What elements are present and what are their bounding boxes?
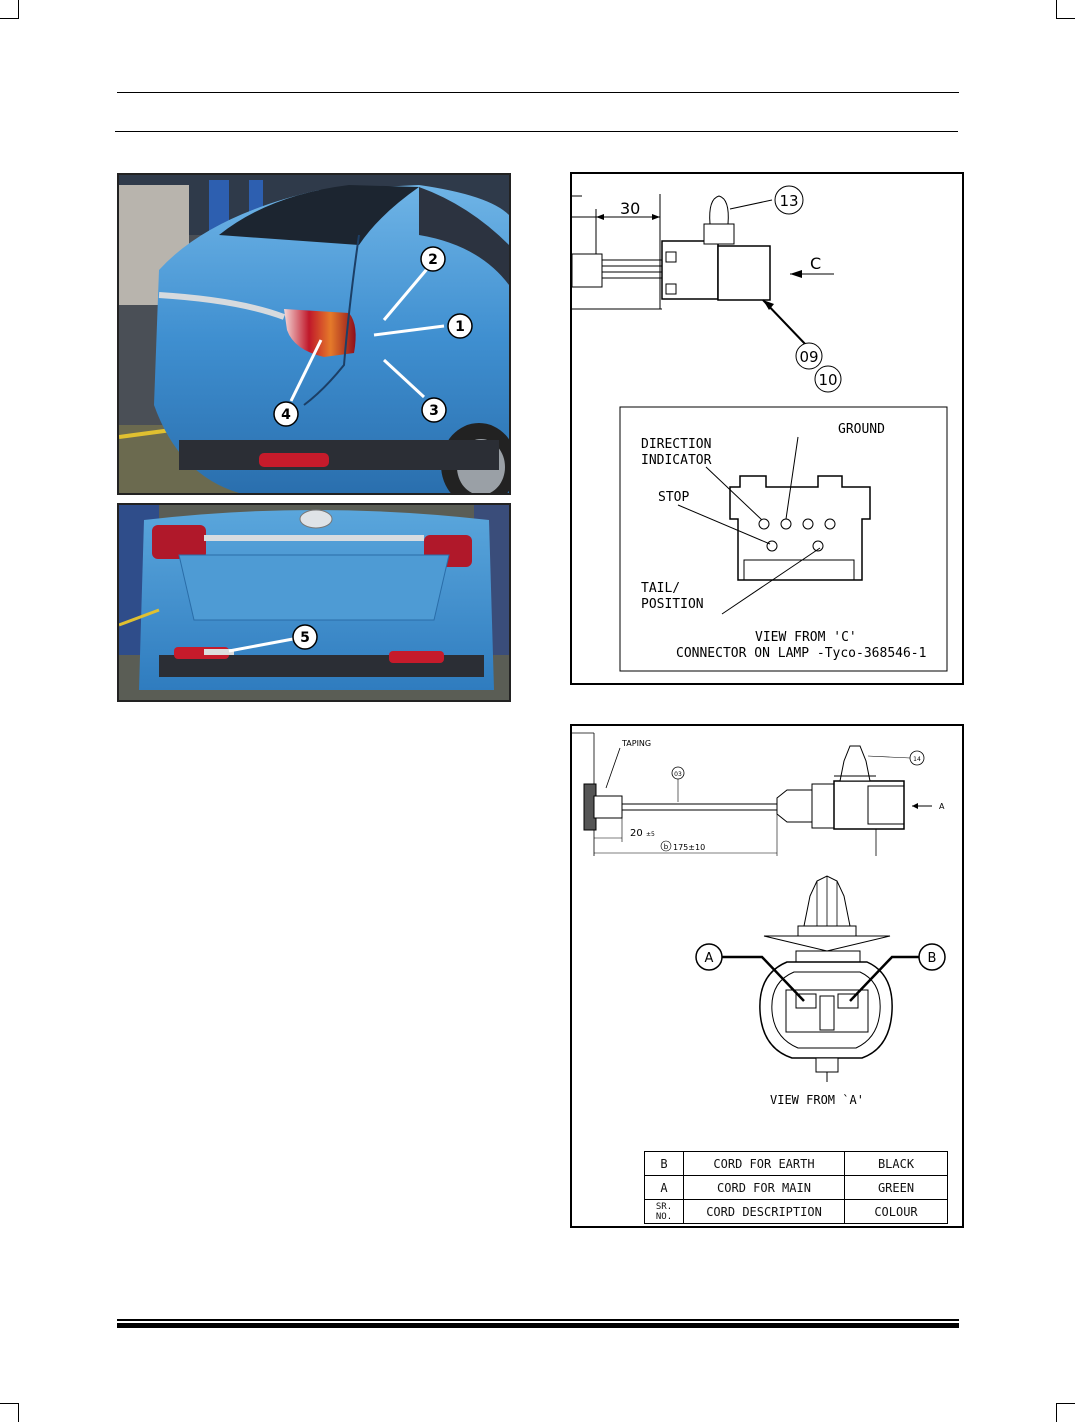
rear-view-photo <box>117 503 511 702</box>
header-rule-bottom <box>115 131 958 132</box>
cell-colour: BLACK <box>845 1152 948 1176</box>
pin-a-callout: A <box>704 951 714 966</box>
dimension-30: 30 <box>620 199 641 218</box>
rear-view-photo-illustration <box>119 505 509 700</box>
crop-mark-top-left <box>0 0 19 19</box>
cell-sr: B <box>645 1152 684 1176</box>
label-position: POSITION <box>641 597 704 612</box>
tail-lamp-photo <box>117 173 511 495</box>
label-ground: GROUND <box>838 422 885 437</box>
header-colour: COLOUR <box>845 1200 948 1224</box>
callout-10: 10 <box>818 371 838 389</box>
cell-desc: CORD FOR MAIN <box>684 1176 845 1200</box>
cell-desc: CORD FOR EARTH <box>684 1152 845 1176</box>
view-arrow-a: A <box>939 802 945 811</box>
footer-rule-thick <box>117 1323 959 1328</box>
table-header-row <box>645 1200 948 1224</box>
crop-mark-bottom-right <box>1056 1403 1075 1422</box>
header-sr <box>645 1200 684 1224</box>
table-row <box>645 1152 948 1176</box>
crop-mark-top-right <box>1056 0 1075 19</box>
pin-b-callout: B <box>927 951 937 966</box>
table-row <box>645 1176 948 1200</box>
label-stop: STOP <box>658 490 690 505</box>
label-taping: TAPING <box>622 739 652 748</box>
dimension-175: 175±10 <box>673 843 706 852</box>
crop-mark-bottom-left <box>0 1403 19 1422</box>
callout-1-label: 1 <box>455 319 465 335</box>
label-direction-indicator-1: DIRECTION <box>641 437 712 452</box>
cord-table <box>644 1151 948 1224</box>
callout-03: 03 <box>674 771 682 778</box>
caption-view-from-a: VIEW FROM `A' <box>770 1093 864 1107</box>
connector-a-diagram <box>570 724 964 1228</box>
callout-4-label: 4 <box>281 407 291 423</box>
callout-5-label: 5 <box>300 630 310 646</box>
dimension-b-marker: b <box>663 843 669 851</box>
header-sr-line1: SR. <box>655 1201 673 1212</box>
caption-view-from-c: VIEW FROM 'C' <box>755 630 857 645</box>
cell-colour: GREEN <box>845 1176 948 1200</box>
header-sr-line2: NO. <box>655 1211 673 1222</box>
callout-13: 13 <box>779 192 799 210</box>
connector-c-drawing <box>572 174 962 683</box>
tail-lamp-photo-illustration <box>119 175 509 493</box>
callout-09: 09 <box>799 348 819 366</box>
callout-3-label: 3 <box>429 403 439 419</box>
cell-sr: A <box>645 1176 684 1200</box>
connector-c-diagram <box>570 172 964 685</box>
view-arrow-c: C <box>810 254 822 273</box>
dimension-20: 20 <box>630 828 643 839</box>
label-direction-indicator-2: INDICATOR <box>641 453 712 468</box>
callout-2-label: 2 <box>428 252 438 268</box>
dimension-20-tolerance: ±5 <box>646 831 655 838</box>
callout-14: 14 <box>913 756 921 763</box>
label-tail: TAIL/ <box>641 581 681 596</box>
footer-rule-thin <box>117 1319 959 1321</box>
header-desc: CORD DESCRIPTION <box>684 1200 845 1224</box>
header-rule-top <box>117 92 959 93</box>
caption-connector-on-lamp: CONNECTOR ON LAMP -Tyco-368546-1 <box>676 646 927 661</box>
